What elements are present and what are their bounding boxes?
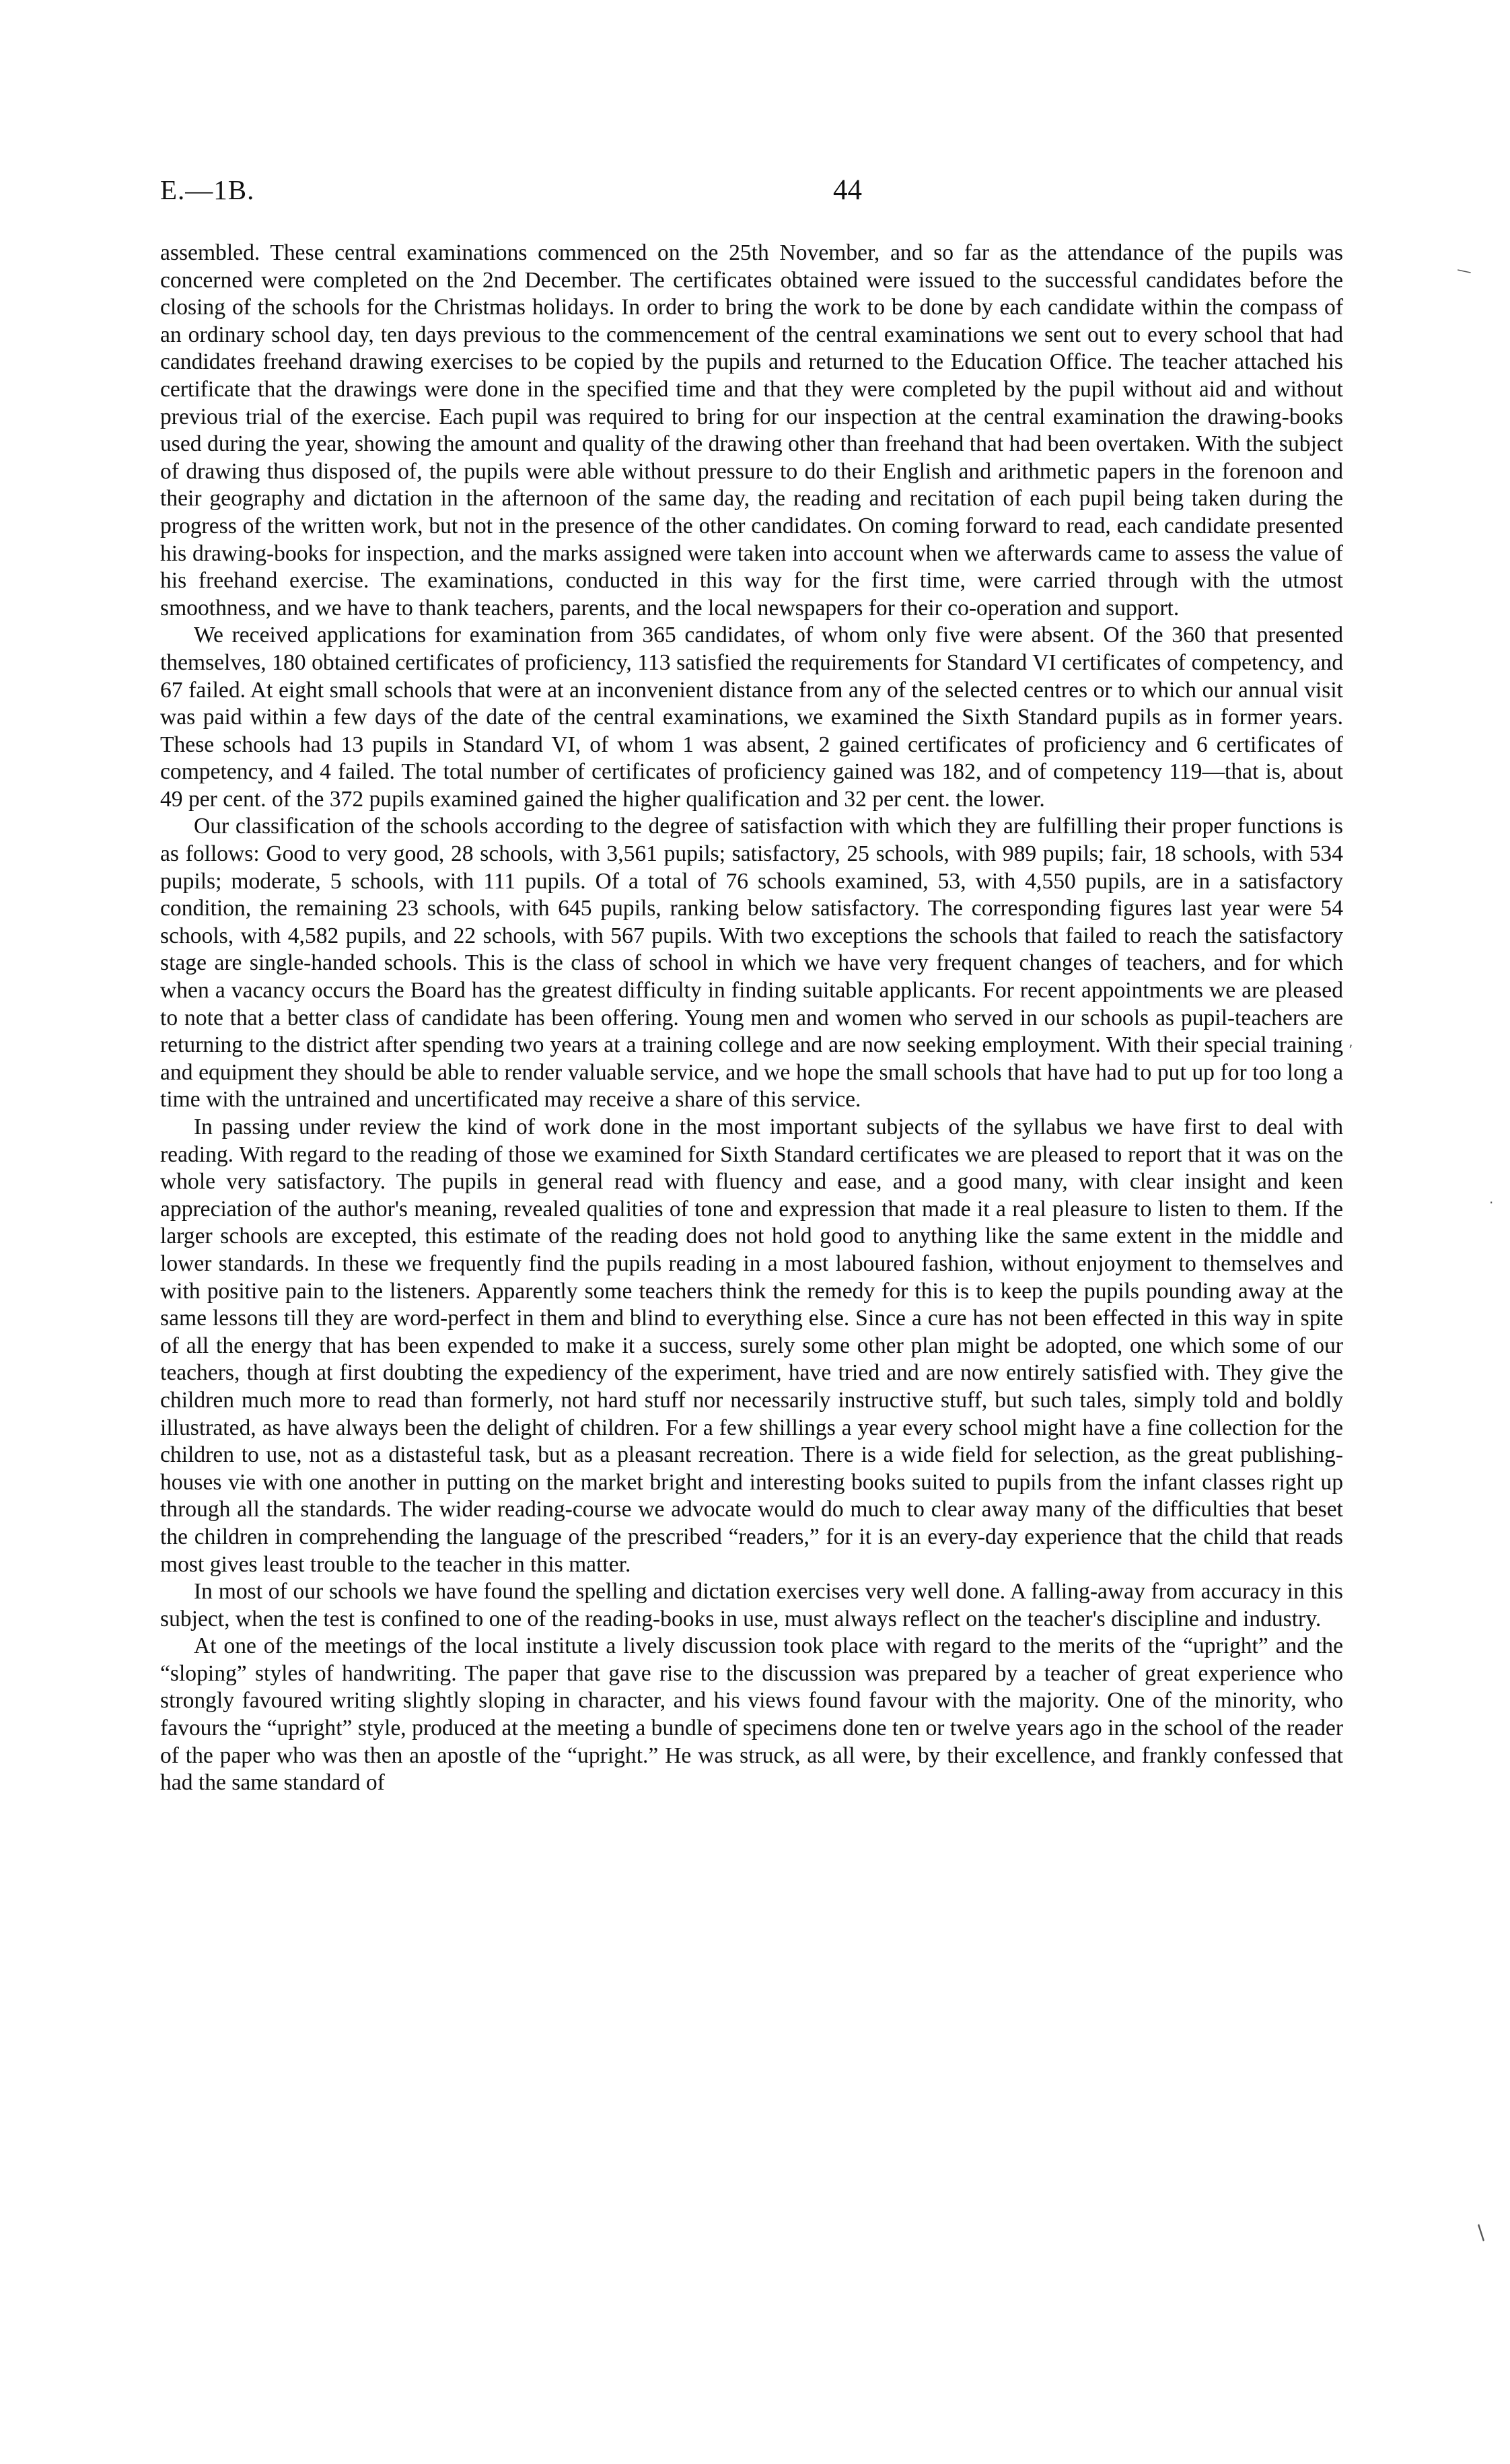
paragraph-handwriting: At one of the meetings of the local institute a lively discussion took place with regard to the merits of the “upright” and the “sloping” styles of handwriting. The paper that gave rise to the discussion was prepared by a teacher of great experience who strongly favoured writing slightly sloping in character, and his views found favour with the majority. One of the minority, who favours the “upright” style, produced at the meeting a bundle of specimens done ten or twelve years ago in the school of the reader of the paper who was then an apostle of the “upright.” He was struck, as all were, by their excellence, and frankly confessed that had the same standard of [160,1633,1343,1796]
margin-mark: — [1455,260,1474,281]
paragraph-classification: Our classification of the schools according to the degree of satisfaction with which they are fulfilling their proper functions is as follows: Good to very good, 28 schools, with 3,561 pupils; satisfactory, 25 schools, with 989 pupils; fair, 18 schools, with 534 pupils; moderate, 5 schools, with 111 pupils. Of a total of 76 schools examined, 53, with 4,550 pupils, are in a satisfactory condition, the remaining 23 schools, with 645 pupils, ranking below satisfactory. The corresponding figures last year were 54 schools, with 4,582 pupils, and 22 schools, with 567 pupils. With two exceptions the schools that failed to reach the satisfactory stage are single-handed schools. This is the class of school in which we have very frequent changes of teachers, and for which when a vacancy occurs the Board has the greatest difficulty in finding suitable applicants. For recent appointments we are pleased to note that a better class of candidate has been offering. Young men and women who served in our schools as pupil-teachers are returning to the district after spending two years at a training college and are now seeking employment. With their special training and equipment they should be able to render valuable service, and we hope the small schools that have had to put up for too long a time with the untrained and uncertificated may receive a share of this service. [160,814,1343,1113]
margin-mark: · [1489,1195,1494,1211]
body-text [160,240,1343,1797]
margin-mark: ʼ [1349,1042,1353,1058]
paragraph-reading: In passing under review the kind of work done in the most important subjects of the syllabus we have first to deal with reading. With regard to the reading of those we examined for Sixth Standard certificates we are pleased to report that it was on the whole very satisfactory. The pupils in general read with fluency and ease, and a good many, with clear insight and keen appreciation of the author's meaning, revealed qualities of tone and expression that made it a real pleasure to listen to them. If the larger schools are excepted, this estimate of the reading does not hold good to anything like the same extent in the middle and lower standards. In these we frequently find the pupils reading in a most laboured fashion, without enjoyment to themselves and with positive pain to the listeners. Apparently some teachers think the remedy for this is to keep the pupils pounding away at the same lessons till they are word-perfect in them and blind to everything else. Since a cure has not been effected in this way in spite of all the energy that has been expended to make it a success, surely some other plan might be adopted, one which some of our teachers, though at first doubting the expediency of the experiment, have tried and are now entirely satisfied with. They give the children much more to read than formerly, not hard stuff nor necessarily instructive stuff, but such tales, simply told and boldly illustrated, as have always been the delight of children. For a few shillings a year every school might have a fine collection for the children to use, not as a distasteful task, but as a pleasant recreation. There is a wide field for selection, as the great publishing-houses vie with one another in putting on the market bright and interesting books suited to pupils from the infant classes right up through all the standards. The wider reading-course we advocate would do much to clear away many of the difficulties that beset the children in comprehending the language of the prescribed “readers,” for it is an every-day experience that the child that reads most gives least trouble to the teacher in this matter. [160,1115,1343,1577]
paragraph-spelling: In most of our schools we have found the spelling and dictation exercises very well done. A falling-away from accuracy in this subject, when the test is confined to one of the reading-books in use, must always reflect on the teacher's discipline and industry. [160,1579,1343,1631]
paragraph-examinations-continued: assembled. These central examinations commenced on the 25th November, and so far as the attendance of the pupils was concerned were completed on the 2nd December. The certificates obtained were issued to the successful candidates before the closing of the schools for the Christmas holidays. In order to bring the work to be done by each candidate within the compass of an ordinary school day, ten days previous to the commencement of the central examinations we sent out to every school that had candidates freehand drawing exercises to be copied by the pupils and returned to the Education Office. The teacher attached his certificate that the drawings were done in the specified time and that they were completed by the pupil without aid and without previous trial of the exercise. Each pupil was required to bring for our inspection at the central examination the drawing-books used during the year, showing the amount and quality of the drawing other than freehand that had been overtaken. With the subject of drawing thus disposed of, the pupils were able without pressure to do their English and arithmetic papers in the forenoon and their geography and dictation in the afternoon of the same day, the reading and recitation of each pupil being taken during the progress of the written work, but not in the presence of the other candidates. On coming forward to read, each candidate presented his drawing-books for inspection, and the marks assigned were taken into account when we afterwards came to assess the value of his freehand exercise. The examinations, conducted in this way for the first time, were carried through with the utmost smoothness, and we have to thank teachers, parents, and the local newspapers for their co-operation and support. [160,240,1343,621]
page-number: 44 [833,174,862,206]
paragraph-applications: We received applications for examination from 365 candidates, of whom only five were absent. Of the 360 that presented themselves, 180 obtained certificates of proficiency, 113 satisfied the requirements for Standard VI certificates of competency, and 67 failed. At eight small schools that were at an inconvenient distance from any of the selected centres or to which our annual visit was paid within a few days of the date of the central examinations, we examined the Sixth Standard pupils as in former years. These schools had 13 pupils in Standard VI, of whom 1 was absent, 2 gained certificates of proficiency and 6 certificates of competency, and 4 failed. The total number of certificates of proficiency gained was 182, and of competency 119—that is, about 49 per cent. of the 372 pupils examined gained the higher qualification and 32 per cent. the lower. [160,623,1343,812]
margin-mark: ∕ [1471,2221,1491,2245]
document-reference: E.—1B. [160,174,255,205]
page-header [160,174,1343,214]
